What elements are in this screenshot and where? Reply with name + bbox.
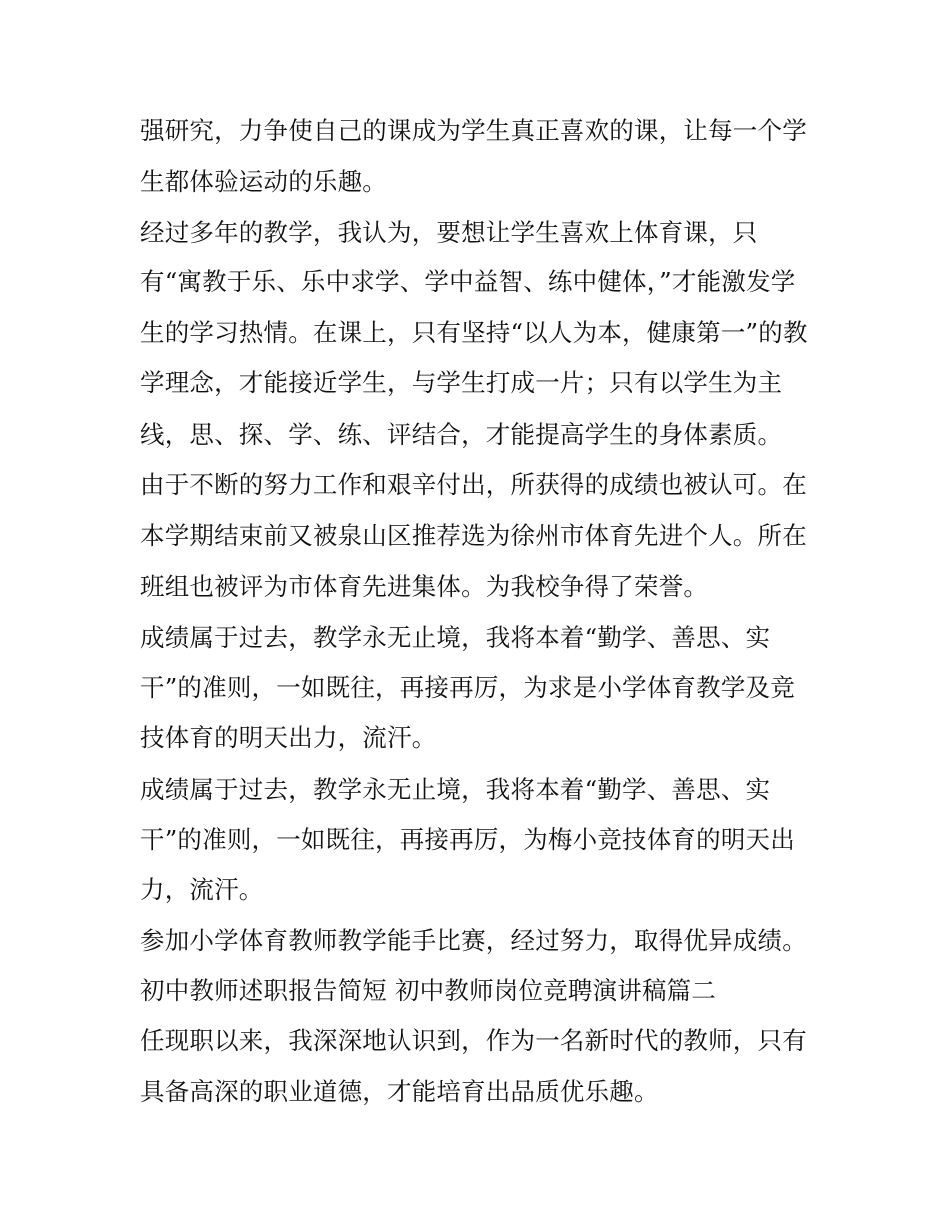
text-line: 有“寓教于乐、乐中求学、学中益智、练中健体，”才能激发学 [140, 267, 796, 296]
text-line: 干”的准则，一如既往，再接再厉，为求是小学体育教学及竞 [140, 673, 795, 702]
text-line: 技体育的明天出力，流汗。 [140, 723, 437, 752]
text-line: 生的学习热情。在课上，只有坚持“以人为本，健康第一”的教 [140, 318, 808, 347]
text-line: 由于不断的努力工作和艰辛付出，所获得的成绩也被认可。在 [140, 470, 807, 499]
text-line: 线，思、探、学、练、评结合，才能提高学生的身体素质。 [140, 420, 783, 449]
text-line: 干”的准则，一如既往，再接再厉，为梅小竞技体育的明天出 [140, 825, 795, 854]
text-line: 具备高深的职业道德，才能培育出品质优乐趣。 [140, 1077, 659, 1106]
text-line: 成绩属于过去，教学永无止境，我将本着“勤学、善思、实 [140, 623, 771, 652]
text-line: 初中教师述职报告简短 初中教师岗位竞聘演讲稿篇二 [140, 976, 717, 1005]
text-line: 力，流汗。 [140, 875, 264, 904]
text-line: 任现职以来，我深深地认识到，作为一名新时代的教师，只有 [140, 1026, 807, 1055]
text-line: 学理念，才能接近学生，与学生打成一片；只有以学生为主 [140, 368, 783, 397]
text-line: 成绩属于过去，教学永无止境，我将本着“勤学、善思、实 [140, 775, 771, 804]
text-line: 强研究，力争使自己的课成为学生真正喜欢的课，让每一个学 [140, 116, 807, 145]
text-line: 生都体验运动的乐趣。 [140, 167, 387, 196]
text-line: 本学期结束前又被泉山区推荐选为徐州市体育先进个人。所在 [140, 521, 807, 550]
text-line: 班组也被评为市体育先进集体。为我校争得了荣誉。 [140, 572, 709, 601]
text-line: 经过多年的教学，我认为，要想让学生喜欢上体育课，只 [140, 218, 758, 247]
text-line: 参加小学体育教师教学能手比赛，经过努力，取得优异成绩。 [140, 926, 807, 955]
